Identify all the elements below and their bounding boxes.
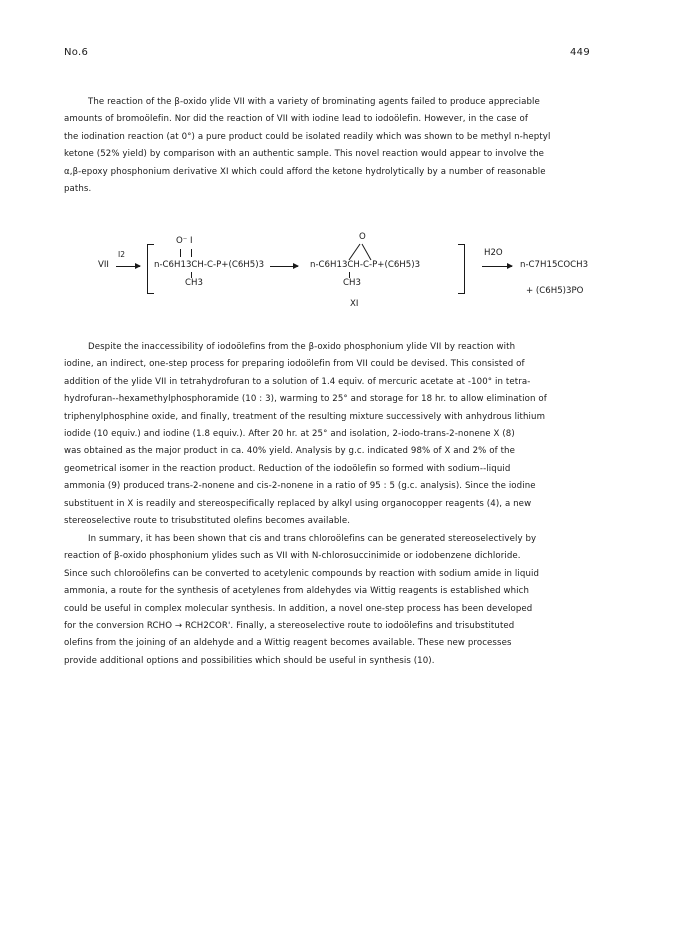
intermediate1-formula: n-C6H13CH-C-P+(C6H5)3 (154, 260, 265, 270)
right-bracket (458, 244, 465, 294)
text-line: the iodination reaction (at 0°) a pure product could be isolated readily which was shown to be methyl n-heptyl (64, 131, 551, 142)
intermediate2-methyl: CH3 (343, 278, 361, 288)
text-line: ketone (52% yield) by comparison with an authentic sample. This novel reaction would appear to involve the (64, 149, 545, 160)
bond-line (180, 249, 181, 257)
intermediate2-oxygen: O (359, 232, 366, 242)
water-reagent: H2O (484, 248, 503, 258)
text-line: The reaction of the β-oxido ylide VII with a variety of brominating agents failed to produce appreciable (88, 97, 540, 107)
ketone-product: n-C7H15COCH3 (520, 260, 589, 270)
text-line: Since such chloroölefins can be converted to acetylenic compounds by reaction with sodium amide in liquid (64, 568, 540, 579)
text-line: paths. (64, 184, 92, 195)
reaction-arrow (270, 266, 298, 267)
epoxide-ring-bonds (345, 240, 375, 262)
paragraph-iodination (64, 94, 620, 198)
running-header-journal: No.6 (64, 47, 89, 58)
left-bracket (147, 244, 154, 294)
text-line: was obtained as the major product in ca. 40% yield. Analysis by g.c. indicated 98% of X and 2% of the (64, 446, 515, 457)
text-line: hydrofuran--hexamethylphosphoramide (10 : 3), warming to 25° and storage for 18 hr. to allow elimination of (64, 394, 547, 405)
bond-line (349, 272, 350, 278)
intermediate2-label: XI (350, 299, 359, 309)
reagent-label: I2 (118, 250, 125, 259)
text-line: reaction of β-oxido phosphonium ylides such as VII with N-chlorosuccinimide or iodobenzene dichloride. (64, 551, 521, 562)
text-line: geometrical isomer in the reaction product. Reduction of the iodoölefin so formed with sodium--liquid (64, 463, 511, 474)
text-line: addition of the ylide VII in tetrahydrofuran to a solution of 1.4 equiv. of mercuric acetate at -100° in tetra- (64, 376, 531, 387)
intermediate1-methyl: CH3 (185, 278, 203, 288)
intermediate2-formula: n-C6H13CH-C-P+(C6H5)3 (310, 260, 421, 270)
text-line: Despite the inaccessibility of iodoölefins from the β-oxido phosphonium ylide VII by reaction with (88, 342, 516, 352)
text-line: could be useful in complex molecular synthesis. In addition, a novel one-step process has been developed (64, 603, 533, 614)
paragraph-iodoolefin-process (64, 339, 620, 530)
intermediate1-top: O⁻ I (176, 236, 193, 246)
text-line: ammonia, a route for the synthesis of acetylenes from aldehydes via Wittig reagents is established which (64, 586, 530, 597)
paragraph-summary (64, 531, 620, 670)
reaction-arrow (482, 266, 512, 267)
bond-line (191, 249, 192, 257)
text-line: amounts of bromoölefin. Nor did the reaction of VII with iodine lead to iodoölefin. However, in the case of (64, 114, 528, 125)
reaction-arrow (116, 266, 140, 267)
text-line: ammonia (9) produced trans-2-nonene and cis-2-nonene in a ratio of 95 : 5 (g.c. analysis). Since the iodine (64, 481, 536, 492)
text-line: stereoselective route to trisubstituted olefins becomes available. (64, 516, 351, 527)
text-line: substituent in X is readily and stereospecifically replaced by alkyl using organocopper reagents (4), a new (64, 498, 532, 509)
text-line: iodine, an indirect, one-step process for preparing iodoölefin from VII could be devised. This consisted of (64, 359, 525, 370)
text-line: olefins from the joining of an aldehyde and a Wittig reagent becomes available. These new processes (64, 638, 512, 649)
reactant-label: VII (98, 260, 109, 270)
page-number: 449 (570, 47, 590, 58)
phosphine-oxide-byproduct: + (C6H5)3PO (526, 286, 584, 296)
text-line: provide additional options and possibilities which should be useful in synthesis (10). (64, 655, 435, 666)
text-line: In summary, it has been shown that cis and trans chloroölefins can be generated stereoselectively by (88, 534, 537, 544)
text-line: α,β-epoxy phosphonium derivative XI which could afford the ketone hydrolytically by a number of reasonable (64, 166, 546, 177)
text-line: triphenylphosphine oxide, and finally, treatment of the resulting mixture successively with anhydrous lithium (64, 411, 546, 422)
text-line: for the conversion RCHO → RCH2COR'. Finally, a stereoselective route to iodoölefins and trisubstituted (64, 621, 515, 632)
text-line: iodide (10 equiv.) and iodine (1.8 equiv.). After 20 hr. at 25° and isolation, 2-iodo-trans-2-nonene X (8) (64, 429, 515, 440)
